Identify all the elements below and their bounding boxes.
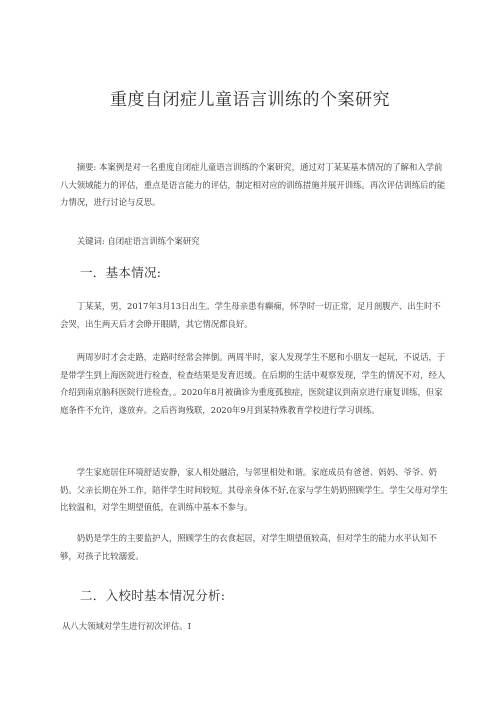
paragraph-guardian: 奶奶是学生的主要监护人，照顾学生的衣食起居，对学生期望值较高，但对学生的能力水平认知不够，对孩子比较溺爱。	[60, 533, 437, 561]
paragraph-birth-info: 丁某某，男，2017年3月13日出生。学生母亲患有癫痫，怀孕时一切正常，足月剖腹产、出生时不会哭，出生两天后才会睁开眼睛，其它情况都良好。	[60, 301, 441, 329]
paragraph-family-environment: 学生家庭居住环境舒适安静，家人相处融洽，与邻里相处和谐。家庭成员有爸爸、妈妈、爷爷、奶奶。父亲长期在外工作，陪伴学生时间较短。其母亲身体不好,在家与学生奶奶照顾学生。学生父母对学生比较温和，对学生期望值低，在训练中基本不参与。	[60, 467, 448, 512]
document-title: 重度自闭症儿童语言训练的个案研究	[110, 90, 390, 110]
paragraph-initial-assessment: 从八大领域对学生进行初次评估。I	[62, 621, 191, 631]
paragraph-diagnosis-history: 两周岁时才会走路，走路时经常会摔倒。两周半时，家人发现学生不愿和小朋友一起玩，不说话，于是带学生到上海医院进行检查，检查结果是发育迟缓。在后期的生活中观察发现，学生的情况不对，经人介绍到南京脑科医院行进检查，。2020年8月被确诊为重度孤独症，医院建议到南京进行康复训练，但家庭条件不允许，遂放弃。之后咨询残联，2020年9月到某特殊教育学校进行学习训练。	[60, 352, 446, 415]
section-heading-admission-analysis: 二．入校时基本情况分析:	[80, 588, 226, 603]
section-heading-basic-info: 一．基本情况:	[80, 265, 162, 280]
keywords-line: 关键词: 自闭症语言训练个案研究	[76, 236, 200, 246]
abstract-paragraph: 摘要: 本案例是对一名重度自闭症儿童语言训练的个案研究，通过对丁某某基本情况的了解和入学前八大领域能力的评估，重点是语言能力的评估，制定相对应的训练措施并展开训练。再次评估训练后的能力情况，进行讨论与反思。	[60, 162, 446, 207]
